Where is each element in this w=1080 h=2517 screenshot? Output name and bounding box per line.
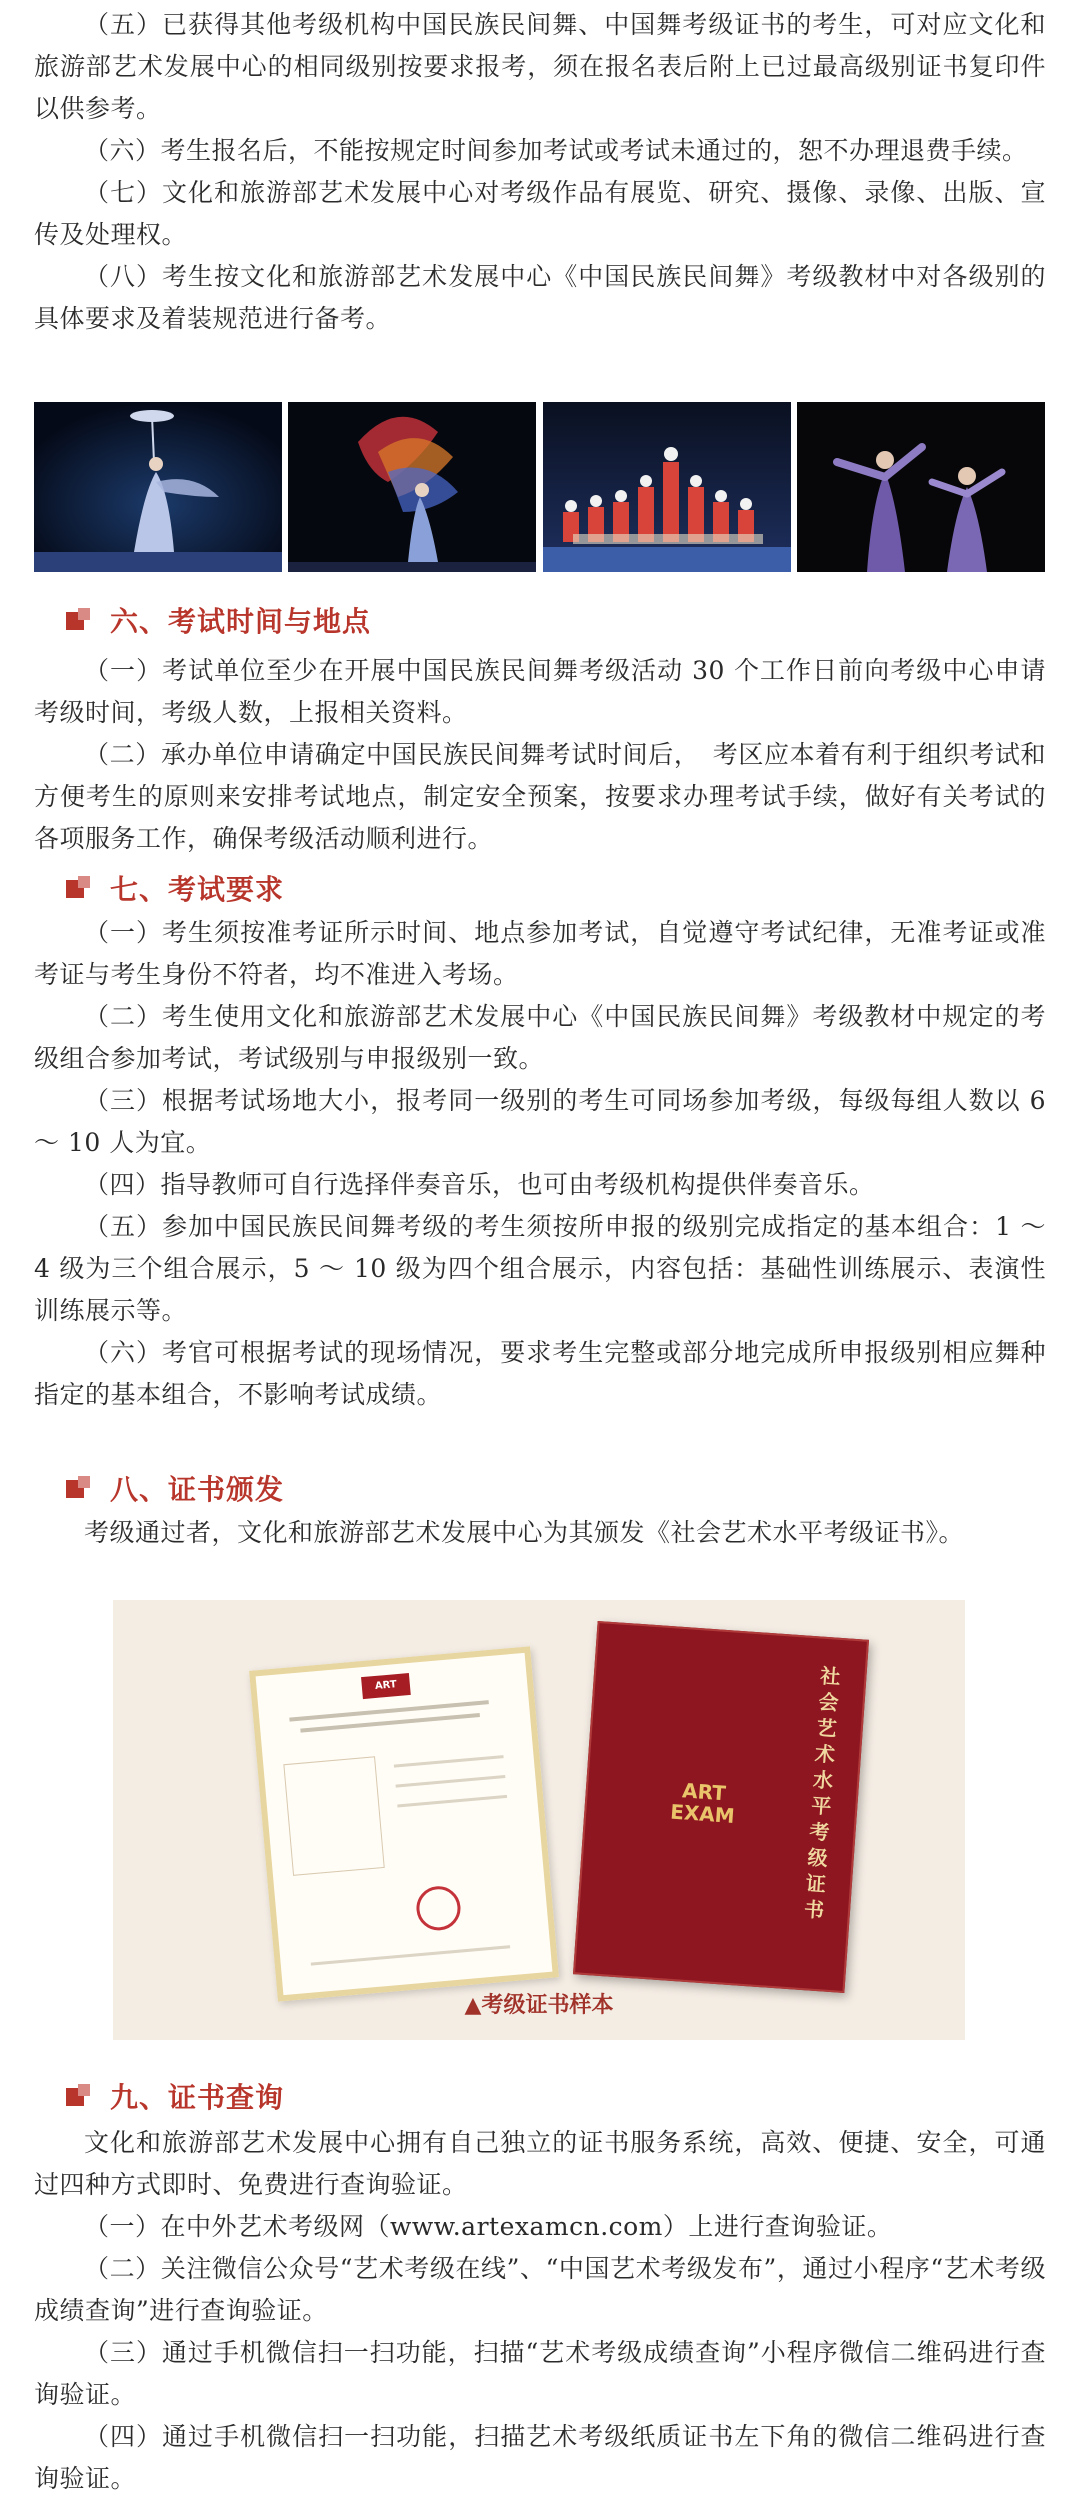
paragraph: （二）承办单位申请确定中国民族民间舞考试时间后， 考区应本着有利于组织考试和方便考生的原则来安排考试地点，制定安全预案，按要求办理考试手续，做好有关考试的各项服务工作，确保考级活动顺利进行。 bbox=[34, 740, 1046, 853]
paragraph: （四）指导教师可自行选择伴奏音乐，也可由考级机构提供伴奏音乐。 bbox=[84, 1170, 875, 1199]
certificate-cover bbox=[573, 1621, 869, 1993]
paragraph: 文化和旅游部艺术发展中心拥有自己独立的证书服务系统，高效、便捷、安全，可通过四种方式即时、免费进行查询验证。 bbox=[34, 2128, 1046, 2199]
paragraph: （三）根据考试场地大小，报考同一级别的考生可同场参加考级，每级每组人数以 6 ～ 10 人为宜。 bbox=[34, 1086, 1046, 1157]
paragraph: 考级通过者，文化和旅游部艺术发展中心为其颁发《社会艺术水平考级证书》。 bbox=[84, 1518, 965, 1547]
paragraph: （一）在中外艺术考级网（www.artexamcn.com）上进行查询验证。 bbox=[84, 2212, 893, 2241]
certificate-inner-page bbox=[249, 1646, 559, 2001]
certificate-sample-panel bbox=[113, 1600, 965, 2040]
section-heading-8 bbox=[66, 1468, 284, 1508]
section-title: 六、考试时间与地点 bbox=[110, 605, 372, 638]
paragraph: （五）参加中国民族民间舞考级的考生须按所申报的级别完成指定的基本组合：1 ～ 4 级为三个组合展示，5 ～ 10 级为四个组合展示，内容包括：基础性训练展示、表演性训练展示等。 bbox=[34, 1212, 1046, 1325]
section-title: 九、证书查询 bbox=[110, 2081, 285, 2114]
paragraph: （八）考生按文化和旅游部艺术发展中心《中国民族民间舞》考级教材中对各级别的具体要求及着装规范进行备考。 bbox=[34, 262, 1046, 333]
section-7-body bbox=[34, 912, 1046, 1416]
dance-photo-duo bbox=[797, 402, 1046, 572]
paragraph: （三）通过手机微信扫一扫功能，扫描“艺术考级成绩查询”小程序微信二维码进行查询验证。 bbox=[34, 2338, 1046, 2409]
paragraph: （二）考生使用文化和旅游部艺术发展中心《中国民族民间舞》考级教材中规定的考级组合参加考试，考试级别与申报级别一致。 bbox=[34, 1002, 1046, 1073]
section-heading-9 bbox=[66, 2076, 284, 2116]
section-9-body bbox=[34, 2122, 1046, 2500]
paragraph: （七）文化和旅游部艺术发展中心对考级作品有展览、研究、摄像、录像、出版、宣传及处理权。 bbox=[34, 178, 1046, 249]
dance-photo-silk bbox=[288, 402, 537, 572]
paragraph: （六）考官可根据考试的现场情况，要求考生完整或部分地完成所申报级别相应舞种指定的基本组合，不影响考试成绩。 bbox=[34, 1338, 1046, 1409]
paragraph: （六）考生报名后，不能按规定时间参加考试或考试未通过的，恕不办理退费手续。 bbox=[84, 136, 1028, 165]
section-marker-icon bbox=[66, 876, 96, 900]
section-title: 七、考试要求 bbox=[110, 873, 285, 906]
paragraph: （四）通过手机微信扫一扫功能，扫描艺术考级纸质证书左下角的微信二维码进行查询验证。 bbox=[34, 2422, 1046, 2493]
section-marker-icon bbox=[66, 1476, 96, 1500]
certificate-seal-icon bbox=[415, 1884, 463, 1932]
dance-photo-umbrella bbox=[34, 402, 283, 572]
paragraph: （五）已获得其他考级机构中国民族民间舞、中国舞考级证书的考生，可对应文化和旅游部艺术发展中心的相同级别按要求报考，须在报名表后附上已过最高级别证书复印件以供参考。 bbox=[34, 10, 1046, 123]
top-section bbox=[34, 4, 1046, 340]
dance-photo-strip bbox=[34, 402, 1046, 572]
dance-photo-group bbox=[543, 402, 792, 572]
section-6-body bbox=[34, 650, 1046, 860]
section-heading-6 bbox=[66, 600, 371, 640]
section-marker-icon bbox=[66, 2084, 96, 2108]
paragraph: （二）关注微信公众号“艺术考级在线”、“中国艺术考级发布”，通过小程序“艺术考级成绩查询”进行查询验证。 bbox=[34, 2254, 1046, 2325]
certificate-caption: ▲考级证书样本 bbox=[464, 1992, 614, 2018]
section-8-body bbox=[34, 1512, 1046, 1554]
paragraph: （一）考生须按准考证所示时间、地点参加考试，自觉遵守考试纪律，无准考证或准考证与考生身份不符者，均不准进入考场。 bbox=[34, 918, 1046, 989]
paragraph: （一）考试单位至少在开展中国民族民间舞考级活动 30 个工作日前向考级中心申请考级时间，考级人数，上报相关资料。 bbox=[34, 656, 1046, 727]
certificate-inner-logo-icon: ART bbox=[361, 1673, 411, 1699]
certificate-logo: ART EXAM bbox=[669, 1778, 736, 1828]
certificate-cover-title: 社会艺术水平考级证书 bbox=[803, 1663, 842, 1923]
section-marker-icon bbox=[66, 608, 96, 632]
section-title: 八、证书颁发 bbox=[110, 1473, 285, 1506]
section-heading-7 bbox=[66, 868, 284, 908]
